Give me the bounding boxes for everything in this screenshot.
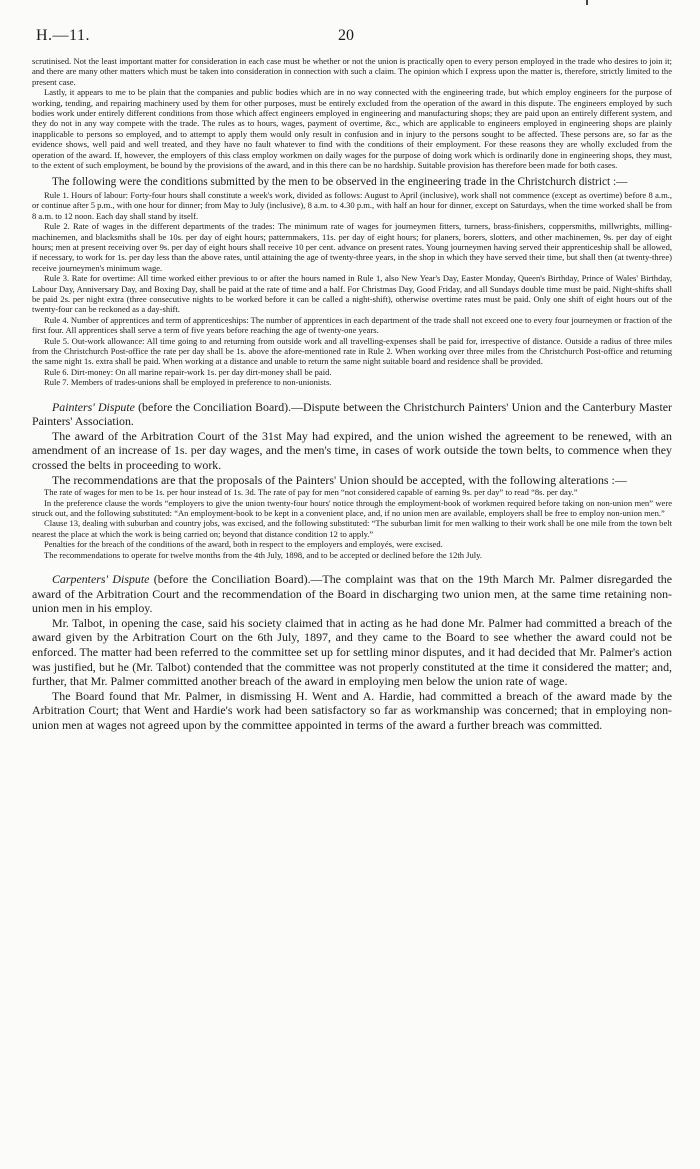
carpenters-dispute-heading-paragraph [32, 572, 672, 616]
rule-2: Rule 2. Rate of wages in the different departments of the trades: The minimum rate of wages for journeymen fitters, turners, brass-finishers, coppersmiths, millwrights, milling-machinemen, and blacksmiths shall be 10s. per day of eight hours; patternmakers, 11s. per day of eight hours; for planers, borers, slotters, and other machinemen, 9s. per day of eight hours; men at present receiving over 9s. per day of eight hours shall receive 10 per cent. advance on present rates. Young journeymen having served their apprenticeship shall be allowed, if necessary, to work for 1s. per day less than the above rates, until attaining the age of twenty-three years, in the shop in which they have served their time, but shall then (at twenty-three) receive journeymen's minimum wage. [32, 221, 672, 273]
rule-7: Rule 7. Members of trades-unions shall be employed in preference to non-unionists. [44, 377, 332, 388]
carpenters-dispute-intro: (before the Conciliation Board).—The complaint was that on the 19th March Mr. Palmer disregarded the award of the Arbitration Court and the recommendation of the Board in discharging two union men, at the same time retaining non-union men in his employ. [32, 572, 673, 616]
carpenters-dispute-title: Carpenters' Dispute [52, 572, 150, 586]
rule-4: Rule 4. Number of apprentices and term of apprenticeships: The number of apprentices in each department of the trade shall not exceed one to every four journeymen or fraction of the first four. All apprentices shall serve a term of five years before reaching the age of twenty-one years. [32, 314, 672, 336]
page-number: 20 [338, 27, 354, 44]
alteration-clause-13: Clause 13, dealing with suburban and country jobs, was excised, and the following substituted: “The suburban limit for men walking to their work shall be one mile from the town belt nearest the place at which the work is being carried on; beyond that distance condition 12 to apply.” [32, 518, 672, 539]
document-reference: H.—11. [36, 27, 90, 44]
rule-6: Rule 6. Dirt-money: On all marine repair-work 1s. per day dirt-money shall be paid. [44, 366, 332, 377]
paragraph-board-finding: The Board found that Mr. Palmer, in dismissing H. Went and A. Hardie, had committed a breach of the award made by the Arbitration Court; that Went and Hardie's work had been satisfactory so far as workmanship was concerned; that in employing non-union men at wages not agreed upon by the committee appointed in terms of the award a further breach was committed. [32, 688, 672, 732]
rule-5: Rule 5. Out-work allowance: All time going to and returning from outside work and all travelling-expenses shall be paid for, irrespective of distance. Outside a radius of three miles from the Christchurch Post-office the rate per day shall be 1s. above the afore-mentioned rate in Rule 2. When working over three miles from the Christchurch Post-office and returning the same night 1s. extra shall be paid. When working at a distance and unable to return the same night suitable board and residence shall be provided. [32, 335, 672, 367]
alteration-wages: The rate of wages for men to be 1s. per hour instead of 1s. 3d. The rate of pay for men “not considered capable of earning 9s. per day” to read “8s. per day.” [44, 487, 578, 498]
page-header [32, 0, 672, 56]
painters-dispute-heading-paragraph [32, 400, 672, 429]
paragraph-talbot-case: Mr. Talbot, in opening the case, said his society claimed that in acting as he had done Mr. Palmer had committed a breach of the award given by the Arbitration Court on the 6th July, 1897, and they came to the Board to see whether the award could not be enforced. The matter had been referred to the committee set up for settling minor disputes, and it had decided that Mr. Palmer's action was justified, but he (Mr. Talbot) contended that the committee was not properly constituted at the time it considered the matter; and, further, that Mr. Palmer committed another breach of the award in employing men below the union rate of wage. [32, 615, 672, 689]
alteration-operation-period: The recommendations to operate for twelve months from the 4th July, 1898, and to be accepted or declined before the 12th July. [44, 549, 482, 560]
paragraph-conditions-intro: The following were the conditions submitted by the men to be observed in the engineering trade in the Christchurch district :— [52, 176, 628, 189]
paragraph-painters-recommendations: The recommendations are that the proposals of the Painters' Union should be accepted, with the following alterations :— [52, 472, 627, 487]
rule-3: Rule 3. Rate for overtime: All time worked either previous to or after the hours named in Rule 1, also New Year's Day, Easter Monday, Queen's Birthday, Prince of Wales' Birthday, Labour Day, Anniversary Day, and Boxing Day, shall be paid at the rate of time and a half. For Christmas Day, Good Friday, and all Sundays double time must be paid. Night-shifts shall be paid 2s. per night extra (three consecutive nights to be worked before it can be called a night-shift), otherwise overtime rates must be paid. Only one shift of eight hours out of the twenty-four can be reckoned as a day-shift. [32, 273, 672, 315]
painters-dispute-title: Painters' Dispute [52, 399, 135, 414]
alteration-penalties: Penalties for the breach of the conditions of the award, both in respect to the employers and employés, were excised. [44, 539, 443, 550]
paragraph-painters-award: The award of the Arbitration Court of the 31st May had expired, and the union wished the agreement to be renewed, with an amendment of an increase of 1s. per day wages, and the men's time, in cases of work outside the town belts, to commence when they crossed the belts in proceeding to work. [32, 428, 672, 472]
alteration-preference-clause: In the preference clause the words “employers to give the union twenty-four hours' notice through the employment-book of workmen required before taking on non-union men” were struck out, and the following substituted: “An employment-book to be kept in a convenient place, and, if no union men are available, employers shall be free to employ non-union men.” [32, 497, 672, 518]
painters-dispute-intro: (before the Conciliation Board).—Dispute between the Christchurch Painters' Union and the Canterbury Master Painters' Association. [32, 399, 672, 429]
paragraph-union-scrutiny: scrutinised. Not the least important matter for consideration in each case must be whether or not the union is practically open to every person employed in the trade who desires to join it; and there are many other matters which must be taken into consideration in connection with such a claim. The opinion which I express upon the matter is, therefore, strictly limited to the present case. [32, 56, 672, 87]
rule-1: Rule 1. Hours of labour: Forty-four hours shall constitute a week's work, divided as follows: August to April (inclusive), work shall not commence (except as overtime) before 8 a.m., or continue after 5 p.m., with one hour for dinner; from May to July (inclusive), 8 a.m. to 4.30 p.m., with half an hour for dinner, except on Saturdays, when the time worked shall be from 8 a.m. to 12 noon. Each day shall stand by itself. [32, 189, 672, 221]
paragraph-excluded-bodies: Lastly, it appears to me to be plain that the companies and public bodies which are in no way connected with the engineering trade, but which employ engineers for the purpose of working, tending, and repairing machinery used by them for other purposes, must be entirely excluded from the operation of the award in this dispute. The engineers employed by such bodies work under entirely different conditions from those which affect engineers employed in engineering and manufacturing shops; they are paid upon an entirely different system, and they do not in any way compete with the trade. The rules as to hours, wages, payment of overtime, &c., which are applicable to engineers employed in engineering shops are plainly inapplicable to persons so employed, and to attempt to apply them would only result in confusion and in injury to the persons sought to be affected. These persons are, so far as the evidence shows, well paid and well treated, and they have no fault whatever to find with the conditions of their employment. For these reasons they are wholly excluded from the operation of the award. If, however, the employers of this class employ workmen on daily wages for the purpose of doing work which is ordinarily done in engineering shops, they must, to the extent of such employment, be bound by the provisions of the award, and in this there can be no hardship. Suitable provision has therefore been made for both cases. [32, 87, 672, 171]
